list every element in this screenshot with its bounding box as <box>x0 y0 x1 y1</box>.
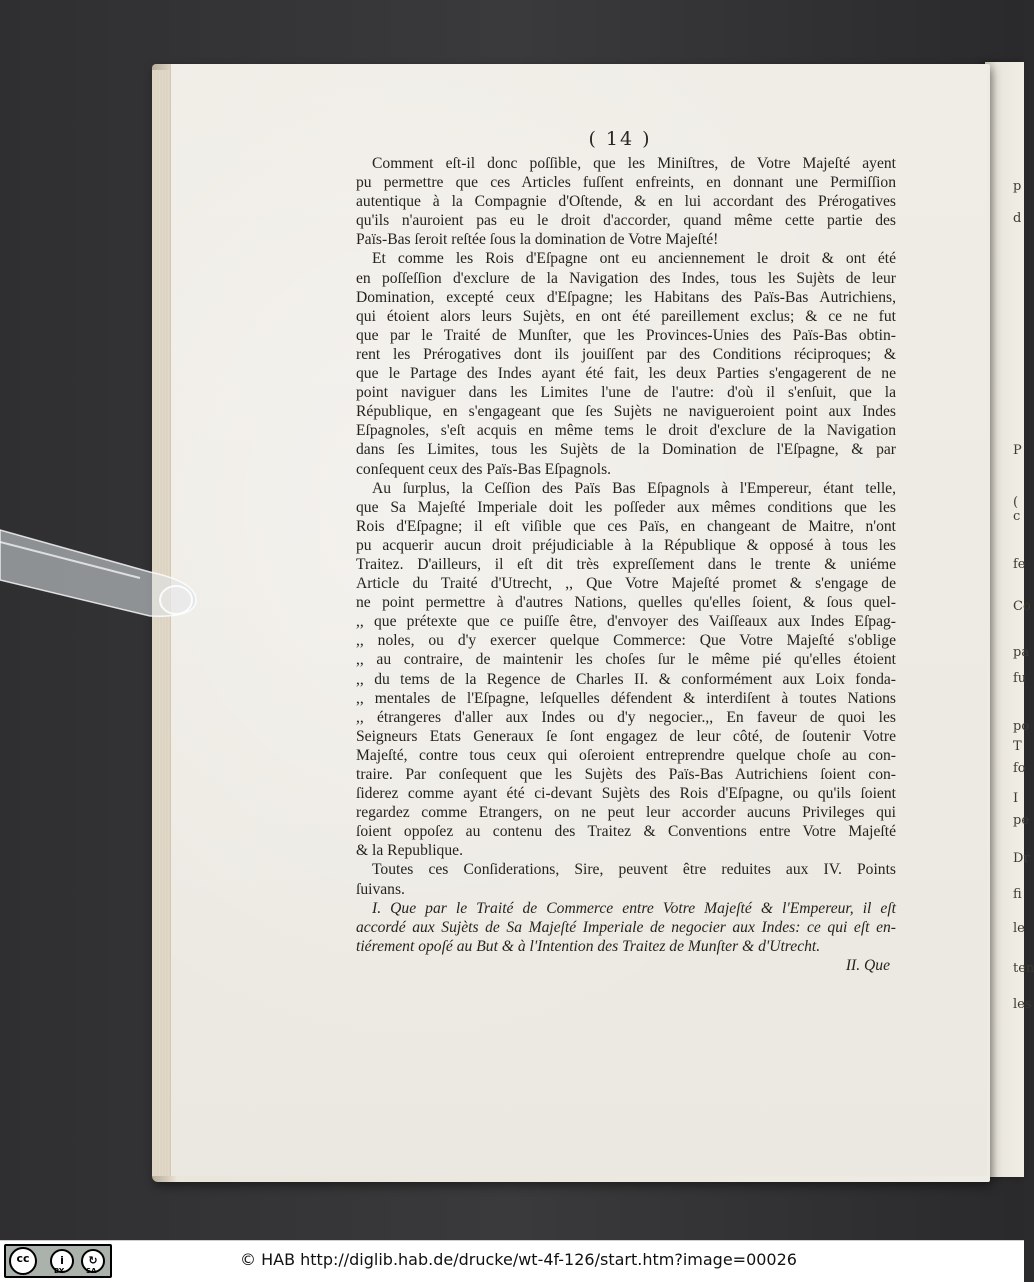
text-line: Rois d'Eſpagne; il eſt viſible que ces Païs, en changeant de Maitre, n'ont <box>356 517 896 535</box>
text-line: ſoient oppoſez au contenu des Traitez & Conventions entre Votre Majeſté <box>356 823 896 841</box>
text-line: & la Republique. <box>356 842 463 860</box>
cc-sa-label: SA <box>86 1267 97 1275</box>
facing-page-letter: Co <box>1013 599 1031 614</box>
text-line: que le Partage des Indes ayant été fait, les deux Parties s'engagerent de ne <box>356 365 896 383</box>
facing-page-letter: Dr <box>1013 851 1030 866</box>
text-line: République, en s'engageant que ſes Sujèts ne navigueroient point aux Indes <box>356 403 896 421</box>
cc-by-sa-badge[interactable] <box>4 1244 112 1278</box>
facing-page-letter: d <box>1013 211 1022 226</box>
text-line: Païs-Bas ſeroit reſtée ſous la domination de Votre Majeſté! <box>356 231 719 249</box>
text-line: Seigneurs Etats Generaux ſe ſont engagez de leur côté, de ſoutenir Votre <box>356 727 896 745</box>
facing-page-letter: I <box>1013 791 1019 806</box>
text-line: ſuivans. <box>356 880 405 898</box>
text-line: qui étoient alors leurs Sujèts, en ont été pareillement exclus; & ce ne fut <box>356 307 896 325</box>
text-line: conſequent ceux des Païs-Bas Eſpagnols. <box>356 460 612 478</box>
text-line: ,, que prétexte que ce puiſſe être, d'envoyer des Vaiſſeaux aux Indes Eſpag- <box>356 613 896 631</box>
text-line: autentique à la Compagnie d'Oſtende, & en lui accordant des Prérogatives <box>356 193 896 211</box>
by-icon: i <box>50 1249 74 1273</box>
text-line: rent les Prérogatives dont ils jouiſſent par des Conditions réciproques; & <box>356 345 896 363</box>
text-line: qu'ils n'auroient pas eu le droit d'accorder, quand même cette partie des <box>356 212 896 230</box>
text-line: ,, du tems de la Regence de Charles II. & conformément aux Loix fonda- <box>356 670 896 688</box>
text-line: traire. Par conſequent que les Sujèts des Païs-Bas Autrichiens ſoient con- <box>356 766 896 783</box>
text-line: Au ſurplus, la Ceſſion des Païs Bas Eſpagnols à l'Empereur, étant telle, <box>372 479 896 497</box>
text-line: accordé aux Sujèts de Sa Majeſté Imperiale de negocier aux Indes: ce qui eſt en- <box>356 918 896 936</box>
facing-page-letter: ( <box>1013 495 1019 510</box>
text-line: Majeſté, contre tous ceux qui oſeroient entreprendre quelque choſe au con- <box>356 746 896 764</box>
facing-page-letter: po <box>1013 719 1030 734</box>
catchword: II. Que <box>845 956 890 974</box>
text-line: pu acquerir aucun droit préjudiciable à la République & opposé à tous les <box>356 536 896 554</box>
text-line: dans ſes Limites, tous les Sujèts de la Domination de l'Eſpagne, & par <box>356 441 896 459</box>
text-line: regardez comme Etrangers, on ne peut leur accorder aucuns Privileges qui <box>356 804 896 822</box>
facing-page-letter: le <box>1013 921 1025 936</box>
sa-icon: ↻ <box>81 1249 105 1273</box>
facing-page-letter: ten <box>1013 961 1034 976</box>
plastic-clip <box>0 520 200 640</box>
facing-page-letter: fe <box>1013 557 1026 572</box>
text-line: ſiderez comme ayant été ci-devant Sujèts des Rois d'Eſpagne, ou qu'ils ſoient <box>356 785 896 803</box>
facing-page-letter: les <box>1013 997 1032 1012</box>
text-line: Toutes ces Conſiderations, Sire, peuvent être reduites aux IV. Points <box>372 861 896 879</box>
facing-page-letter: fu <box>1013 671 1027 686</box>
cc-icon: cc <box>9 1247 37 1275</box>
text-line: ,, noles, ou d'y exercer quelque Commerce: Que Votre Majeſté s'oblige <box>356 632 896 650</box>
text-line: Eſpagnoles, s'eſt acquis en même tems le droit d'exclure de la Navigation <box>356 422 896 440</box>
facing-page-letter: fi <box>1013 887 1022 902</box>
attribution-footer <box>0 1240 1024 1282</box>
text-line: point naviguer dans les Limites l'une de l'autre: d'où il s'enſuit, que la <box>356 384 896 402</box>
text-line: que Sa Majeſté Imperiale doit les poſſeder aux mêmes conditions que les <box>356 498 896 516</box>
text-line: ,, étrangeres d'aller aux Indes ou d'y negocier.,, En faveur de quoi les <box>356 708 896 726</box>
text-line: tiérement opoſé au But & à l'Intention des Traitez de Munſter & d'Utrecht. <box>356 937 821 955</box>
text-line: ,, au contraire, de maintenir les choſes ſur le même pié qu'elles étoient <box>356 651 896 669</box>
text-line: ,, mentales de l'Eſpagne, leſquelles défendent & interdiſent à toutes Nations <box>356 689 896 707</box>
facing-page-letter: c <box>1013 509 1021 524</box>
text-line: pu permettre que ces Articles fuſſent enfreints, en donnant une Permiſſion <box>356 174 896 192</box>
text-line: Traitez. D'ailleurs, il eſt dit très expreſſement dans le trente & uniéme <box>356 555 896 573</box>
page-number: ( 14 ) <box>588 128 652 150</box>
attribution-text: © HAB http://diglib.hab.de/drucke/wt-4f-126/start.htm?image=00026 <box>240 1250 797 1269</box>
facing-page-letter: P <box>1013 443 1022 458</box>
text-line: ne point permettre à d'autres Nations, quelles qu'elles ſoient, & ſous quel- <box>356 594 896 612</box>
page-text <box>356 154 896 975</box>
text-line: en poſſeſſion d'exclure de la Navigation des Indes, tous les Sujèts de leur <box>356 269 896 287</box>
facing-page-fragment <box>985 62 1034 1177</box>
facing-page-letter: p <box>1013 179 1022 194</box>
facing-page-letter: T <box>1013 739 1022 754</box>
text-line: que par le Traité de Munſter, que les Provinces-Unies des Païs-Bas obtin- <box>356 326 896 344</box>
text-line: I. Que par le Traité de Commerce entre Votre Majeſté & l'Empereur, il eſt <box>372 899 896 917</box>
text-line: Et comme les Rois d'Eſpagne ont eu anciennement le droit & ont été <box>372 250 896 268</box>
facing-page-letter: fo <box>1013 761 1026 776</box>
text-line: Article du Traité d'Utrecht, ,, Que Votre Majeſté promet & s'engage de <box>356 575 896 593</box>
facing-page-letter: pa <box>1013 645 1030 660</box>
facing-page-letter: pe <box>1013 813 1030 828</box>
text-line: Domination, excepté ceux d'Eſpagne; les Habitans des Païs-Bas Autrichiens, <box>356 288 896 306</box>
cc-by-label: BY <box>54 1267 65 1275</box>
text-line: Comment eſt-il donc poſſible, que les Miniſtres, de Votre Majeſté ayent <box>372 155 896 172</box>
